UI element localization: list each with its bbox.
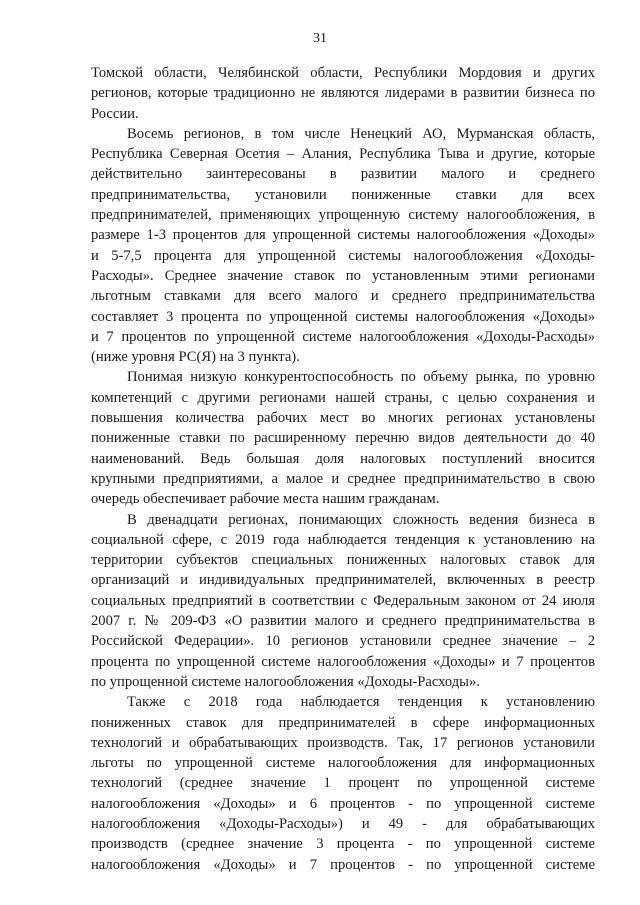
text-line: налогообложения «Доходы» и 6 процентов - по упрощенной системе <box>91 795 595 812</box>
text-line: крупными предприятиями, а малое и среднее предпринимательство в свою <box>91 470 595 487</box>
text-line: льготным ставками для всего малого и среднего предпринимательства <box>91 288 595 305</box>
text-line: очередь обеспечивает рабочие места нашим гражданам. <box>91 491 440 508</box>
text-line: Также с 2018 года наблюдается тенденция к установлению <box>127 694 595 711</box>
paragraph <box>91 692 595 875</box>
text-line: размере 1-3 процентов для упрощенной системы налогообложения «Доходы» <box>91 227 595 244</box>
text-line: пониженных ставок для предпринимателей в сфере информационных <box>91 714 595 731</box>
text-line: процента по упрощенной системе налогообложения «Доходы» и 7 процентов <box>91 653 595 670</box>
text-line: Восемь регионов, в том числе Ненецкий АО, Мурманская область, <box>127 125 595 142</box>
text-line: 2007 г. № 209-ФЗ «О развитии малого и среднего предпринимательства в <box>91 613 595 630</box>
text-line: Понимая низкую конкурентоспособность по объему рынка, по уровню <box>127 369 595 386</box>
text-line: по упрощенной системе налогообложения «Доходы-Расходы». <box>91 673 480 690</box>
text-line: предпринимателей, применяющих упрощенную систему налогообложения, в <box>91 207 595 224</box>
text-line: и 5-7,5 процента для упрощенной системы налогообложения «Доходы- <box>91 247 595 264</box>
text-line: В двенадцати регионах, понимающих сложность ведения бизнеса в <box>127 511 595 528</box>
text-line: налогообложения «Доходы» и 7 процентов - по упрощенной системе <box>91 856 595 873</box>
body-text <box>91 63 595 875</box>
text-line: регионов, которые традиционно не являются лидерами в развитии бизнеса по <box>91 85 595 102</box>
text-line: социальных предприятий в соответствии с Федеральным законом от 24 июля <box>91 592 595 609</box>
text-line: льготы по упрощенной системе налогообложения для информационных <box>91 755 595 772</box>
page-number: 31 <box>313 31 327 46</box>
text-line: пониженные ставки по расширенному перечню видов деятельности до 40 <box>91 430 595 447</box>
text-line: повышения количества рабочих мест во многих регионах установлены <box>91 410 595 427</box>
text-line: Республика Северная Осетия – Алания, Республика Тыва и другие, которые <box>91 146 595 163</box>
text-line: компетенций с другими регионами нашей страны, с целью сохранения и <box>91 389 595 406</box>
text-line: (ниже уровня РС(Я) на 3 пункта). <box>91 349 300 366</box>
paragraph <box>91 124 595 368</box>
text-line: и 7 процентов по упрощенной системе налогообложения «Доходы-Расходы» <box>91 328 595 345</box>
text-line: составляет 3 процента по упрощенной системы налогообложения «Доходы» <box>91 308 595 325</box>
text-line: Расходы». Среднее значение ставок по установленным этими регионами <box>91 267 595 284</box>
text-line: России. <box>91 105 139 122</box>
text-line: Российской Федерации». 10 регионов установили среднее значение – 2 <box>91 633 595 650</box>
text-line: действительно заинтересованы в развитии малого и среднего <box>91 166 595 183</box>
text-line: производств (среднее значение 3 процента - по упрощенной системе <box>91 836 595 853</box>
paragraph <box>91 510 595 693</box>
paragraph <box>91 367 595 509</box>
text-line: предпринимательства, установили пониженные ставки для всех <box>91 186 595 203</box>
text-line: технологий (среднее значение 1 процент по упрощенной системе <box>91 775 595 792</box>
paragraph <box>91 63 595 124</box>
text-line: технологий и обрабатывающих производств. Так, 17 регионов установили <box>91 734 595 751</box>
text-line: налогообложения «Доходы-Расходы») и 49 - для обрабатывающих <box>91 815 595 832</box>
text-line: наименований. Ведь большая доля налоговых поступлений вносится <box>91 450 595 467</box>
text-line: Томской области, Челябинской области, Республики Мордовия и других <box>91 65 595 81</box>
text-line: организаций и индивидуальных предпринимателей, включенных в реестр <box>91 572 595 589</box>
text-line: территории субъектов специальных пониженных налоговых ставок для <box>91 552 595 569</box>
text-line: социальной сфере, с 2019 года наблюдается тенденция к установлению на <box>91 531 595 548</box>
